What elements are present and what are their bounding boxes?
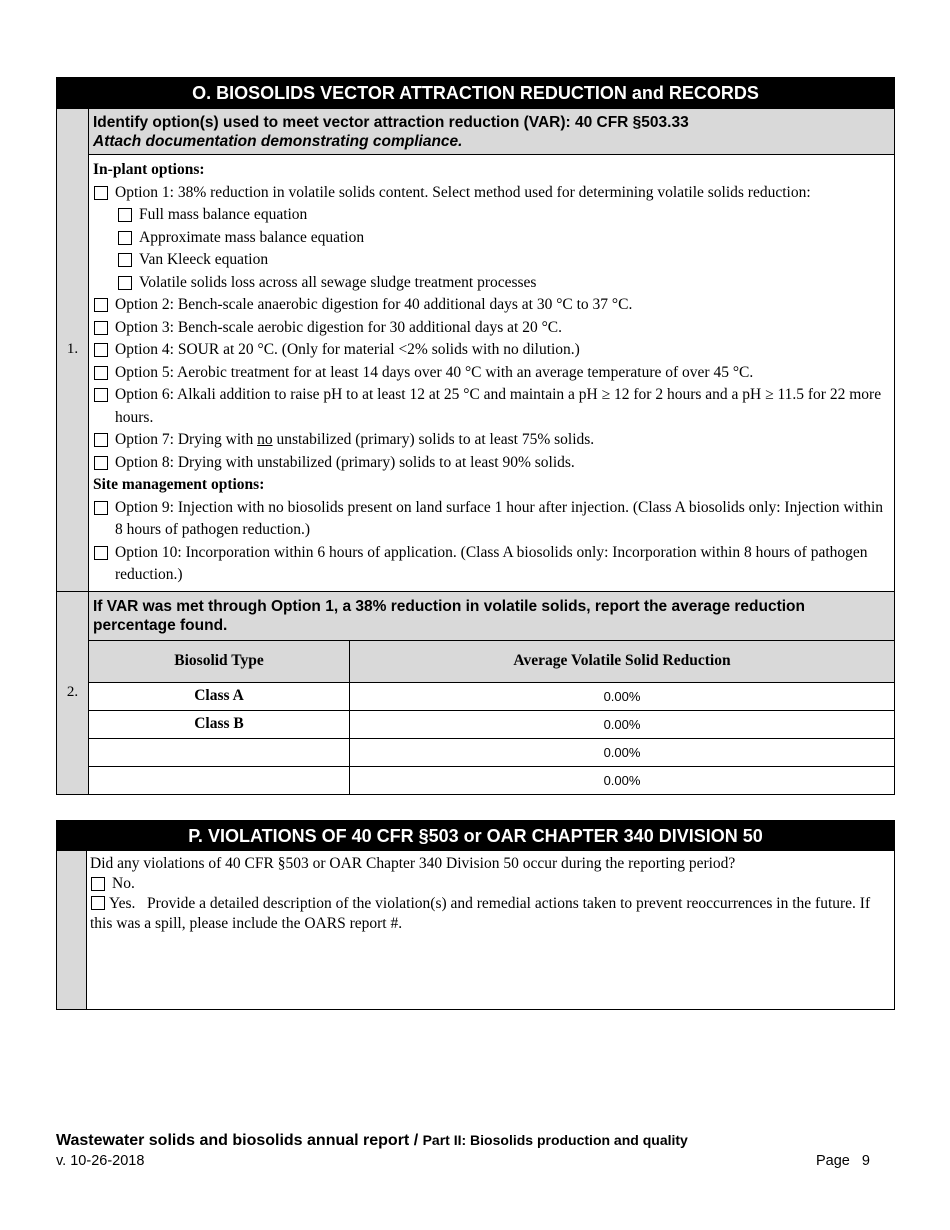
method-van-kleeck: Van Kleeck equation xyxy=(93,249,890,272)
col-avg-reduction: Average Volatile Solid Reduction xyxy=(350,640,895,682)
option-8: Option 8: Drying with unstabilized (primary) solids to at least 90% solids. xyxy=(93,452,890,475)
question-1-heading: Identify option(s) used to meet vector attraction reduction (VAR): 40 CFR §503.33 Attach documentation demonstrating compliance. xyxy=(89,109,894,154)
method-approx-mass-balance-checkbox[interactable] xyxy=(118,231,132,245)
method-approx-mass-balance: Approximate mass balance equation xyxy=(93,227,890,250)
section-p xyxy=(56,820,895,1010)
option-9: Option 9: Injection with no biosolids present on land surface 1 hour after injection. (Class A biosolids only: Injection within 8 hours of pathogen reduction.) xyxy=(93,497,890,542)
reduction-value-cell[interactable]: 0.00% xyxy=(350,738,895,766)
in-plant-label: In-plant options: xyxy=(93,161,205,178)
method-volatile-solids-loss-checkbox[interactable] xyxy=(118,276,132,290)
violations-question: Did any violations of 40 CFR §503 or OAR Chapter 340 Division 50 occur during the reporting period? xyxy=(90,855,736,872)
option-4-checkbox[interactable] xyxy=(94,343,108,357)
biosolid-type-cell[interactable] xyxy=(89,738,350,766)
table-row xyxy=(89,682,894,710)
method-volatile-solids-loss: Volatile solids loss across all sewage sludge treatment processes xyxy=(93,272,890,295)
option-7-checkbox[interactable] xyxy=(94,433,108,447)
table-row xyxy=(89,766,894,794)
page-number: Page 9 xyxy=(815,1153,870,1169)
question-1-row xyxy=(57,108,894,591)
table-row xyxy=(89,710,894,738)
reduction-value-cell[interactable]: 0.00% xyxy=(350,682,895,710)
footer-title: Wastewater solids and biosolids annual report / Part II: Biosolids production and quality xyxy=(56,1132,688,1149)
option-6-checkbox[interactable] xyxy=(94,388,108,402)
site-management-label: Site management options: xyxy=(93,476,265,493)
option-1-checkbox[interactable] xyxy=(94,186,108,200)
option-1: Option 1: 38% reduction in volatile solids content. Select method used for determining volatile solids reduction: xyxy=(93,182,890,205)
option-10: Option 10: Incorporation within 6 hours of application. (Class A biosolids only: Incorporation within 8 hours of pathogen reduction.) xyxy=(93,542,890,587)
method-full-mass-balance: Full mass balance equation xyxy=(93,204,890,227)
option-4: Option 4: SOUR at 20 °C. (Only for material <2% solids with no dilution.) xyxy=(93,339,890,362)
violations-side-bar xyxy=(57,851,87,1009)
violations-yes: Yes. Provide a detailed description of the violation(s) and remedial actions taken to prevent reoccurrences in the future. If this was a spill, please include the OARS report #. xyxy=(90,895,874,932)
option-8-checkbox[interactable] xyxy=(94,456,108,470)
section-o-title: O. BIOSOLIDS VECTOR ATTRACTION REDUCTION and RECORDS xyxy=(57,78,894,108)
violations-no: No. xyxy=(90,874,890,894)
method-van-kleeck-checkbox[interactable] xyxy=(118,253,132,267)
option-7: Option 7: Drying with no unstabilized (primary) solids to at least 75% solids. xyxy=(93,429,890,452)
question-2-heading: If VAR was met through Option 1, a 38% reduction in volatile solids, report the average reduction percentage found. xyxy=(89,592,894,640)
biosolid-type-cell[interactable] xyxy=(89,766,350,794)
table-header-row xyxy=(89,640,894,682)
option-10-checkbox[interactable] xyxy=(94,546,108,560)
option-5-checkbox[interactable] xyxy=(94,366,108,380)
option-3-checkbox[interactable] xyxy=(94,321,108,335)
table-row xyxy=(89,738,894,766)
option-2: Option 2: Bench-scale anaerobic digestion for 40 additional days at 30 °C to 37 °C. xyxy=(93,294,890,317)
option-5: Option 5: Aerobic treatment for at least 14 days over 40 °C with an average temperature of over 45 °C. xyxy=(93,362,890,385)
reduction-value-cell[interactable]: 0.00% xyxy=(350,710,895,738)
question-2-row xyxy=(57,591,894,794)
section-o xyxy=(56,77,895,795)
var-options xyxy=(89,154,894,591)
option-2-checkbox[interactable] xyxy=(94,298,108,312)
volatile-solids-table xyxy=(89,640,894,794)
biosolid-type-cell[interactable]: Class A xyxy=(89,682,350,710)
col-biosolid-type: Biosolid Type xyxy=(89,640,350,682)
option-6: Option 6: Alkali addition to raise pH to at least 12 at 25 °C and maintain a pH ≥ 12 for 2 hours and a pH ≥ 11.5 for 22 more hours. xyxy=(93,384,890,429)
violations-row xyxy=(57,850,894,1009)
question-1-number: 1. xyxy=(57,109,89,591)
question-2-number: 2. xyxy=(57,592,89,794)
section-p-title: P. VIOLATIONS OF 40 CFR §503 or OAR CHAPTER 340 DIVISION 50 xyxy=(57,821,894,850)
violations-no-checkbox[interactable] xyxy=(91,877,105,891)
page-footer xyxy=(56,1132,870,1169)
violations-yes-checkbox[interactable] xyxy=(91,896,105,910)
method-full-mass-balance-checkbox[interactable] xyxy=(118,208,132,222)
option-3: Option 3: Bench-scale aerobic digestion for 30 additional days at 20 °C. xyxy=(93,317,890,340)
footer-version: v. 10-26-2018 xyxy=(56,1153,145,1169)
reduction-value-cell[interactable]: 0.00% xyxy=(350,766,895,794)
option-9-checkbox[interactable] xyxy=(94,501,108,515)
violations-body xyxy=(87,851,894,1009)
biosolid-type-cell[interactable]: Class B xyxy=(89,710,350,738)
